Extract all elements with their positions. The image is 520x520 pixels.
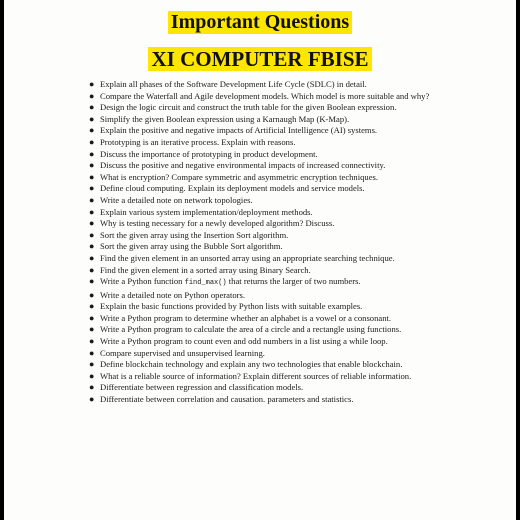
question-text: Discuss the positive and negative environmental impacts of increased connectivity. [100, 160, 386, 171]
bullet-icon: ● [89, 394, 95, 405]
list-item [89, 289, 452, 302]
question-text: Sort the given array using the Bubble Sort algorithm. [100, 241, 283, 252]
list-item [89, 359, 452, 371]
question-text: Why is testing necessary for a newly developed algorithm? Discuss. [100, 218, 335, 229]
question-text: Find the given element in an unsorted array using an appropriate searching technique. [100, 252, 395, 263]
list-item [89, 160, 452, 172]
list-item [89, 206, 452, 219]
question-text: Differentiate between correlation and causation. parameters and statistics. [100, 394, 354, 405]
bullet-icon: ● [89, 359, 95, 370]
question-text: Define blockchain technology and explain any two technologies that enable blockchain. [100, 359, 403, 370]
question-text: Compare supervised and unsupervised learning. [100, 347, 265, 358]
question-text: Simplify the given Boolean expression using a Karnaugh Map (K-Map). [100, 113, 350, 124]
list-item [89, 382, 452, 394]
bullet-icon: ● [89, 301, 95, 312]
bullet-icon: ● [89, 90, 95, 101]
document-page [4, 0, 516, 520]
list-item [89, 347, 452, 360]
list-item [89, 264, 452, 277]
question-text: Find the given element in a sorted array using Binary Search. [100, 264, 311, 275]
list-item [89, 218, 452, 230]
question-text: Write a Python program to determine whether an alphabet is a vowel or a consonant. [100, 312, 392, 323]
list-item [89, 79, 452, 91]
question-text: Compare the Waterfall and Agile development models. Which model is more suitable and why? [100, 90, 430, 101]
list-item [89, 229, 452, 242]
bullet-icon: ● [89, 276, 95, 287]
bullet-icon: ● [89, 324, 95, 335]
list-item [89, 241, 452, 253]
list-item [89, 312, 452, 325]
list-item [89, 276, 452, 290]
question-text: Explain the basic functions provided by Python lists with suitable examples. [100, 301, 363, 312]
question-text: Write a Python program to count even and odd numbers in a list using a while loop. [100, 336, 388, 347]
question-text: Write a Python function [100, 276, 185, 287]
bullet-icon: ● [89, 218, 95, 229]
bullet-icon: ● [89, 370, 95, 381]
page-subtitle [4, 47, 516, 71]
list-item [89, 324, 452, 336]
bullet-icon: ● [89, 264, 95, 275]
list-item [89, 370, 452, 383]
list-item [89, 148, 452, 161]
bullet-icon: ● [89, 312, 95, 323]
question-text: Discuss the importance of prototyping in product development. [100, 148, 318, 159]
list-item [89, 90, 452, 103]
question-text: Define cloud computing. Explain its deployment models and service models. [100, 183, 365, 194]
list-item [89, 252, 452, 265]
list-item [89, 336, 452, 348]
bullet-icon: ● [89, 136, 95, 147]
bullet-icon: ● [89, 336, 95, 347]
question-text: Write a detailed note on network topologies. [100, 194, 253, 205]
bullet-icon: ● [89, 113, 95, 124]
question-list [89, 79, 452, 406]
list-item [89, 301, 452, 313]
question-text: Write a Python program to calculate the area of a circle and a rectangle using functions. [100, 324, 402, 335]
question-text: What is encryption? Compare symmetric and asymmetric encryption techniques. [100, 171, 379, 182]
bullet-icon: ● [89, 194, 95, 205]
bullet-icon: ● [89, 289, 95, 300]
bullet-icon: ● [89, 171, 95, 182]
list-item [89, 183, 452, 195]
list-item [89, 136, 452, 149]
page-subtitle-text: XI COMPUTER FBISE [148, 47, 371, 71]
bullet-icon: ● [89, 79, 95, 89]
list-item [89, 113, 452, 126]
bullet-icon: ● [89, 206, 95, 217]
list-item [89, 102, 452, 114]
question-text: that returns the larger of two numbers. [226, 276, 361, 287]
question-text: Sort the given array using the Insertion Sort algorithm. [100, 229, 289, 240]
question-text: Design the logic circuit and construct the truth table for the given Boolean expression. [100, 102, 397, 113]
bullet-icon: ● [89, 148, 95, 159]
bullet-icon: ● [89, 183, 95, 194]
bullet-icon: ● [89, 241, 95, 252]
question-text: What is a reliable source of information? Explain different sources of reliable information. [100, 370, 412, 381]
question-text: Prototyping is an iterative process. Explain with reasons. [100, 136, 296, 147]
bullet-icon: ● [89, 382, 95, 393]
question-text: Explain the positive and negative impacts of Artificial Intelligence (AI) systems. [100, 125, 378, 136]
page-title [4, 11, 516, 34]
bullet-icon: ● [89, 102, 95, 113]
bullet-icon: ● [89, 229, 95, 240]
list-item [89, 394, 452, 406]
question-text: Explain various system implementation/deployment methods. [100, 206, 313, 217]
inline-code: find_max() [184, 279, 227, 288]
bullet-icon: ● [89, 160, 95, 171]
list-item [89, 194, 452, 207]
page-title-text: Important Questions [168, 11, 352, 34]
bullet-icon: ● [89, 252, 95, 263]
question-text: Explain all phases of the Software Development Life Cycle (SDLC) in detail. [100, 79, 367, 89]
bullet-icon: ● [89, 347, 95, 358]
bullet-icon: ● [89, 125, 95, 136]
list-item [89, 125, 452, 137]
list-item [89, 171, 452, 184]
question-text: Differentiate between regression and classification models. [100, 382, 304, 393]
question-text: Write a detailed note on Python operators. [100, 289, 245, 300]
